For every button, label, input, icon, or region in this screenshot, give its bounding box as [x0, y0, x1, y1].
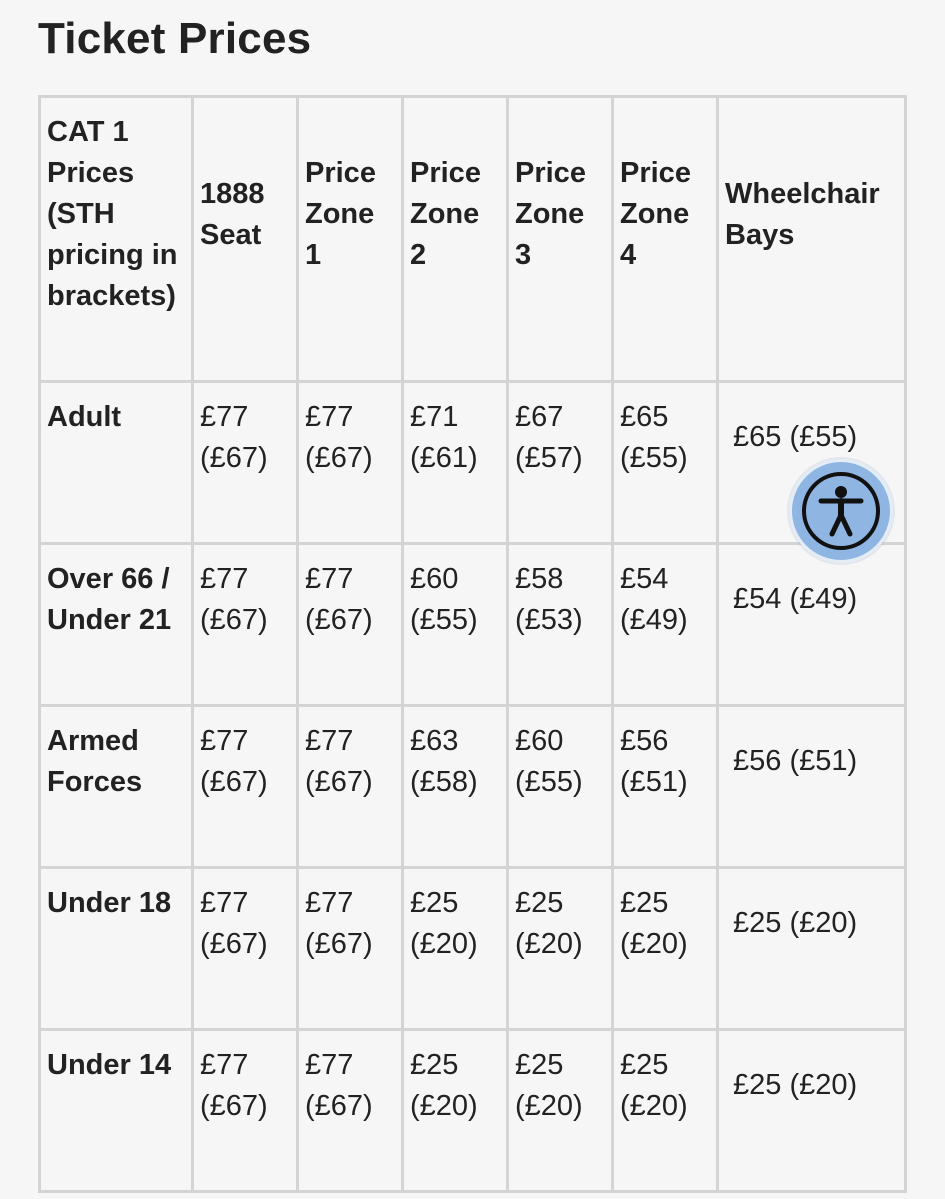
table-cell: £25 (£20) — [508, 1030, 613, 1192]
table-cell: £25 (£20) — [403, 868, 508, 1030]
table-cell: £25 (£20) — [613, 1030, 718, 1192]
table-cell: £63 (£58) — [403, 706, 508, 868]
table-row — [40, 1030, 906, 1192]
row-label-under-14: Under 14 — [40, 1030, 193, 1192]
page-title: Ticket Prices — [38, 14, 312, 63]
table-cell: £77 (£67) — [298, 1030, 403, 1192]
accessibility-button[interactable] — [789, 459, 893, 563]
table-cell: £77 (£67) — [193, 706, 298, 868]
column-header-price-zone-2: Price Zone 2 — [403, 97, 508, 382]
row-label-over-66-under-21: Over 66 / Under 21 — [40, 544, 193, 706]
table-cell: £67 (£57) — [508, 382, 613, 544]
table-row — [40, 868, 906, 1030]
column-header-price-zone-4: Price Zone 4 — [613, 97, 718, 382]
table-row — [40, 544, 906, 706]
table-cell: £25 (£20) — [508, 868, 613, 1030]
table-cell: £60 (£55) — [403, 544, 508, 706]
table-header-row — [40, 97, 906, 382]
table-cell: £65 (£55) — [613, 382, 718, 544]
row-label-under-18: Under 18 — [40, 868, 193, 1030]
table-cell: £77 (£67) — [193, 868, 298, 1030]
table-cell: £25 (£20) — [613, 868, 718, 1030]
column-header-category: CAT 1 Prices (STH pricing in brackets) — [40, 97, 193, 382]
table-row — [40, 706, 906, 868]
column-header-price-zone-3: Price Zone 3 — [508, 97, 613, 382]
table-cell: £25 (£20) — [718, 1030, 906, 1192]
table-cell: £77 (£67) — [193, 544, 298, 706]
table-cell: £77 (£67) — [298, 382, 403, 544]
table-cell: £77 (£67) — [193, 1030, 298, 1192]
table-cell: £65 (£55) — [718, 382, 906, 544]
table-cell: £25 (£20) — [403, 1030, 508, 1192]
table-cell: £56 (£51) — [718, 706, 906, 868]
table-cell: £71 (£61) — [403, 382, 508, 544]
table-cell: £77 (£67) — [298, 868, 403, 1030]
table-cell: £77 (£67) — [298, 544, 403, 706]
column-header-price-zone-1: Price Zone 1 — [298, 97, 403, 382]
column-header-1888-seat: 1888 Seat — [193, 97, 298, 382]
table-row — [40, 382, 906, 544]
accessibility-person-icon — [802, 472, 880, 550]
column-header-wheelchair-bays: Wheelchair Bays — [718, 97, 906, 382]
ticket-prices-table — [38, 95, 907, 1193]
table-cell: £25 (£20) — [718, 868, 906, 1030]
row-label-armed-forces: Armed Forces — [40, 706, 193, 868]
table-cell: £60 (£55) — [508, 706, 613, 868]
table-cell: £54 (£49) — [613, 544, 718, 706]
table-cell: £56 (£51) — [613, 706, 718, 868]
table-cell: £54 (£49) — [718, 544, 906, 706]
row-label-adult: Adult — [40, 382, 193, 544]
table-cell: £77 (£67) — [193, 382, 298, 544]
table-cell: £77 (£67) — [298, 706, 403, 868]
table-cell: £58 (£53) — [508, 544, 613, 706]
